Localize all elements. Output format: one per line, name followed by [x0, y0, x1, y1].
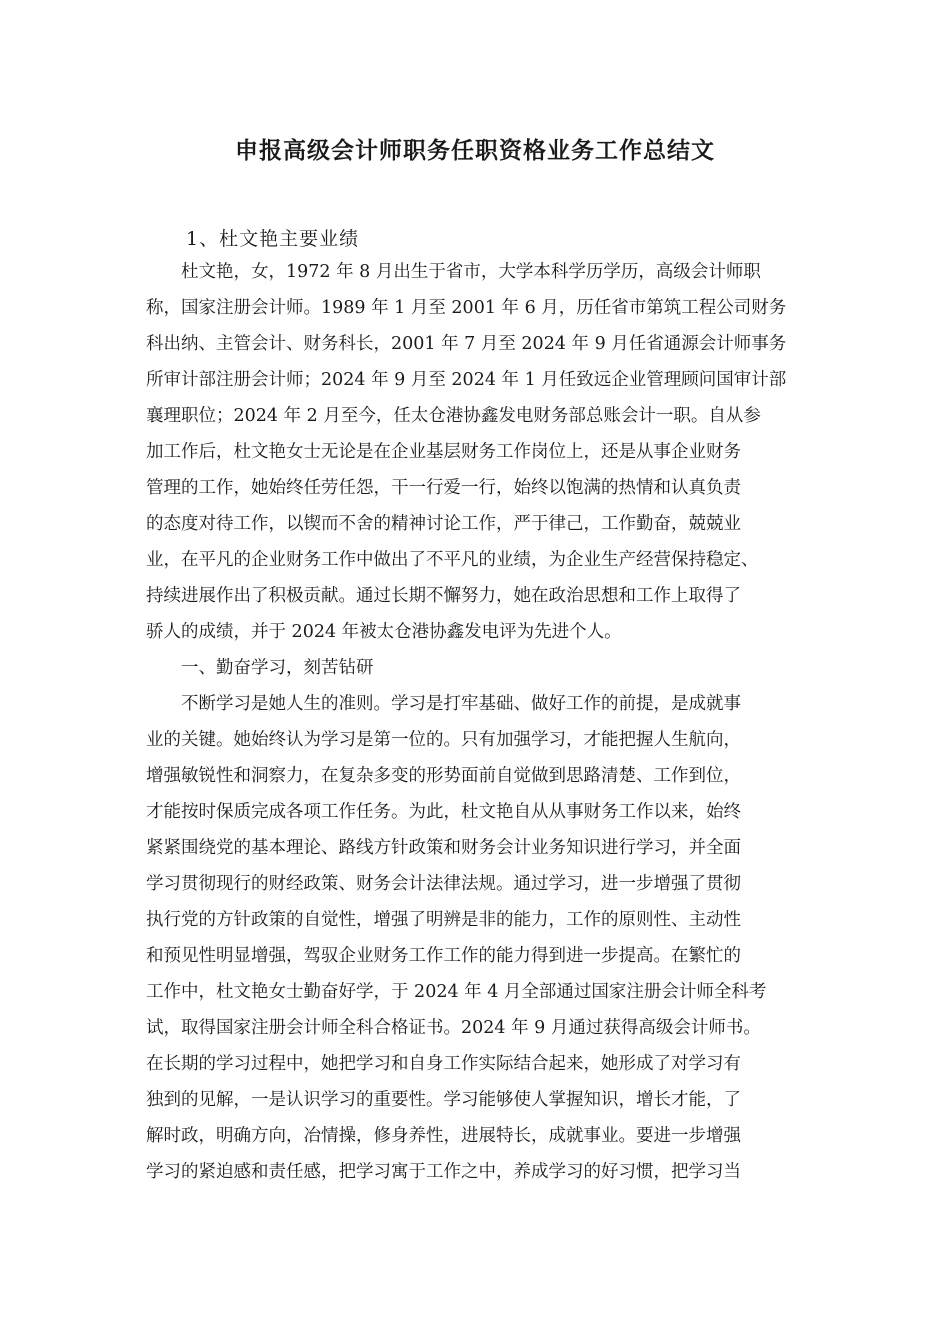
body-line: 业的关键。她始终认为学习是第一位的。只有加强学习，才能把握人生航向，: [146, 730, 741, 750]
body-line: 科出纳、主管会计、财务科长，2001 年 7 月至 2024 年 9 月任省通源会计师事务: [146, 334, 787, 354]
section-heading: 1、杜文艳主要业绩: [186, 228, 360, 250]
body-line: 增强敏锐性和洞察力，在复杂多变的形势面前自觉做到思路清楚、工作到位，: [146, 766, 741, 786]
body-line: 独到的见解，一是认识学习的重要性。学习能够使人掌握知识，增长才能，了: [146, 1090, 741, 1110]
body-line: 试，取得国家注册会计师全科合格证书。2024 年 9 月通过获得高级会计师书。: [146, 1018, 761, 1038]
body-line: 在长期的学习过程中，她把学习和自身工作实际结合起来，她形成了对学习有: [146, 1054, 741, 1074]
body-line: 业，在平凡的企业财务工作中做出了不平凡的业绩，为企业生产经营保持稳定、: [146, 550, 759, 570]
body-line: 学习贯彻现行的财经政策、财务会计法律法规。通过学习，进一步增强了贯彻: [146, 874, 741, 894]
body-line: 才能按时保质完成各项工作任务。为此，杜文艳自从从事财务工作以来，始终: [146, 802, 741, 822]
body-line: 襄理职位；2024 年 2 月至今，任太仓港协鑫发电财务部总账会计一职。自从参: [146, 406, 761, 426]
body-line: 持续进展作出了积极贡献。通过长期不懈努力，她在政治思想和工作上取得了: [146, 586, 741, 606]
body-line: 所审计部注册会计师；2024 年 9 月至 2024 年 1 月任致远企业管理顾问国审计部: [146, 370, 787, 390]
body-line: 解时政，明确方向，冶情操，修身养性，进展特长，成就事业。要进一步增强: [146, 1126, 741, 1146]
subsection-heading: 一、勤奋学习，刻苦钻研: [181, 658, 374, 678]
body-line: 工作中，杜文艳女士勤奋好学，于 2024 年 4 月全部通过国家注册会计师全科考: [146, 982, 767, 1002]
body-line: 称，国家注册会计师。1989 年 1 月至 2001 年 6 月，历任省市第筑工程公司财务: [146, 298, 787, 318]
body-line: 杜文艳，女，1972 年 8 月出生于省市，大学本科学历学历，高级会计师职: [181, 262, 761, 282]
body-line: 执行党的方针政策的自觉性，增强了明辨是非的能力，工作的原则性、主动性: [146, 910, 741, 930]
body-line: 加工作后，杜文艳女士无论是在企业基层财务工作岗位上，还是从事企业财务: [146, 442, 741, 462]
body-line: 和预见性明显增强，驾驭企业财务工作工作的能力得到进一步提高。在繁忙的: [146, 946, 741, 966]
body-line: 管理的工作，她始终任劳任怨，干一行爱一行，始终以饱满的热情和认真负责: [146, 478, 741, 498]
body-line: 学习的紧迫感和责任感，把学习寓于工作之中，养成学习的好习惯，把学习当: [146, 1162, 741, 1182]
document-title: 申报高级会计师职务任职资格业务工作总结文: [235, 137, 715, 164]
body-line: 骄人的成绩，并于 2024 年被太仓港协鑫发电评为先进个人。: [146, 622, 622, 642]
body-line: 不断学习是她人生的准则。学习是打牢基础、做好工作的前提，是成就事: [181, 694, 741, 714]
body-line: 的态度对待工作，以锲而不舍的精神讨论工作，严于律己，工作勤奋，兢兢业: [146, 514, 741, 534]
body-line: 紧紧围绕党的基本理论、路线方针政策和财务会计业务知识进行学习，并全面: [146, 838, 741, 858]
